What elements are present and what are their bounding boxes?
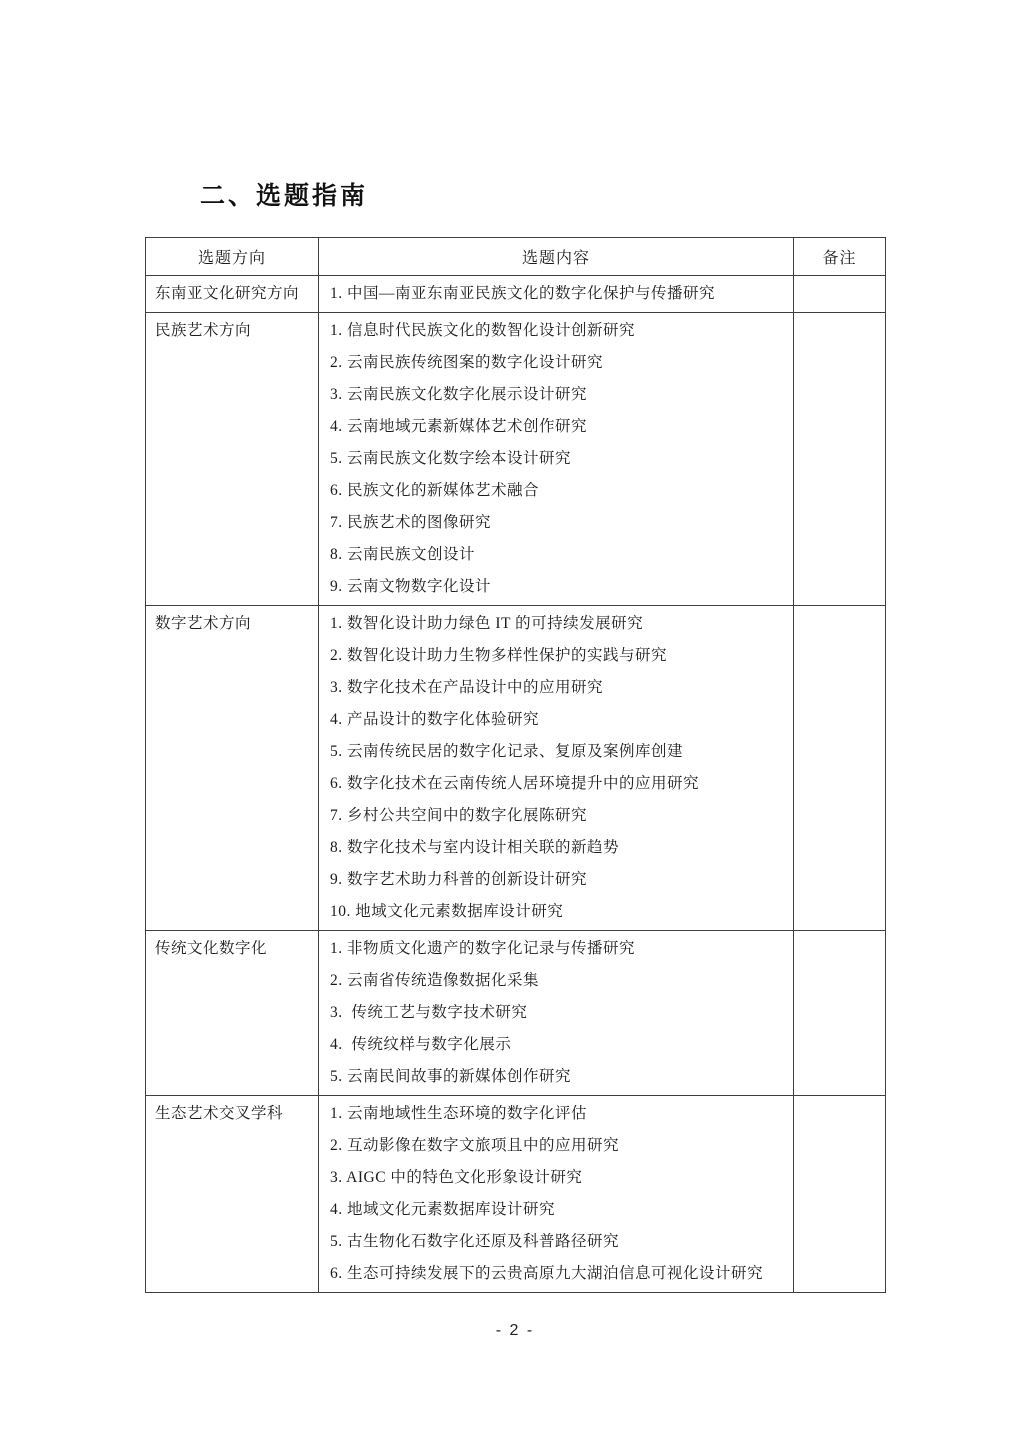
topic-item: 2. 互动影像在数字文旅项且中的应用研究 <box>330 1137 620 1154</box>
topic-item: 5. 云南传统民居的数字化记录、复原及案例库创建 <box>330 743 684 760</box>
topic-item: 1. 信息时代民族文化的数智化设计创新研究 <box>330 322 636 339</box>
remark-cell <box>794 313 886 606</box>
topic-item: 5. 古生物化石数字化还原及科普路径研究 <box>330 1233 620 1250</box>
direction-cell: 数字艺术方向 <box>146 606 319 931</box>
topic-item: 5. 云南民族文化数字绘本设计研究 <box>330 450 572 467</box>
content-cell <box>319 606 794 931</box>
table-header-row <box>146 238 886 276</box>
page-number: - 2 - <box>495 1322 535 1339</box>
remark-cell <box>794 606 886 931</box>
content-cell <box>319 276 794 313</box>
topic-item: 2. 数智化设计助力生物多样性保护的实践与研究 <box>330 647 668 664</box>
topic-item: 4. 产品设计的数字化体验研究 <box>330 711 540 728</box>
direction-cell: 民族艺术方向 <box>146 313 319 606</box>
topic-item: 2. 云南省传统造像数据化采集 <box>330 972 540 989</box>
table-row <box>146 1096 886 1293</box>
topic-item: 10. 地域文化元素数据库设计研究 <box>330 903 564 920</box>
topic-item: 4. 云南地域元素新媒体艺术创作研究 <box>330 418 588 435</box>
topic-item: 3. 云南民族文化数字化展示设计研究 <box>330 386 588 403</box>
topic-item: 2. 云南民族传统图案的数字化设计研究 <box>330 354 604 371</box>
topic-item: 3. 数字化技术在产品设计中的应用研究 <box>330 679 604 696</box>
topic-item: 5. 云南民间故事的新媒体创作研究 <box>330 1068 572 1085</box>
topic-item: 8. 云南民族文创设计 <box>330 546 476 563</box>
topic-item: 1. 数智化设计助力绿色 IT 的可持续发展研究 <box>330 615 644 632</box>
col-header-remark: 备注 <box>794 238 886 276</box>
topic-item: 8. 数字化技术与室内设计相关联的新趋势 <box>330 839 620 856</box>
content-cell <box>319 931 794 1096</box>
topic-item: 7. 民族艺术的图像研究 <box>330 514 492 531</box>
col-header-direction: 选题方向 <box>146 238 319 276</box>
remark-cell <box>794 1096 886 1293</box>
topic-item: 1. 云南地域性生态环境的数字化评估 <box>330 1105 588 1122</box>
topic-item: 6. 数字化技术在云南传统人居环境提升中的应用研究 <box>330 775 700 792</box>
topic-item: 9. 数字艺术助力科普的创新设计研究 <box>330 871 588 888</box>
topic-item: 1. 非物质文化遗产的数字化记录与传播研究 <box>330 940 636 957</box>
section-title: 二、选题指南 <box>200 182 369 210</box>
topic-guide-table <box>145 237 886 1293</box>
direction-cell: 传统文化数字化 <box>146 931 319 1096</box>
topic-item: 9. 云南文物数字化设计 <box>330 578 492 595</box>
topic-item: 6. 生态可持续发展下的云贵高原九大湖泊信息可视化设计研究 <box>330 1265 764 1282</box>
topic-item: 4. 传统纹样与数字化展示 <box>330 1036 512 1053</box>
topic-item: 3. 传统工艺与数字技术研究 <box>330 1004 528 1021</box>
content-cell <box>319 313 794 606</box>
remark-cell <box>794 931 886 1096</box>
topic-item: 6. 民族文化的新媒体艺术融合 <box>330 482 540 499</box>
table-row <box>146 931 886 1096</box>
topic-item: 4. 地域文化元素数据库设计研究 <box>330 1201 556 1218</box>
col-header-content: 选题内容 <box>319 238 794 276</box>
table-row <box>146 313 886 606</box>
topic-item: 3. AIGC 中的特色文化形象设计研究 <box>330 1169 583 1186</box>
direction-cell: 东南亚文化研究方向 <box>146 276 319 313</box>
table-row <box>146 276 886 313</box>
table-row <box>146 606 886 931</box>
topic-item: 7. 乡村公共空间中的数字化展陈研究 <box>330 807 588 824</box>
direction-cell: 生态艺术交叉学科 <box>146 1096 319 1293</box>
content-cell <box>319 1096 794 1293</box>
remark-cell <box>794 276 886 313</box>
topic-item: 1. 中国—南亚东南亚民族文化的数字化保护与传播研究 <box>330 285 716 302</box>
